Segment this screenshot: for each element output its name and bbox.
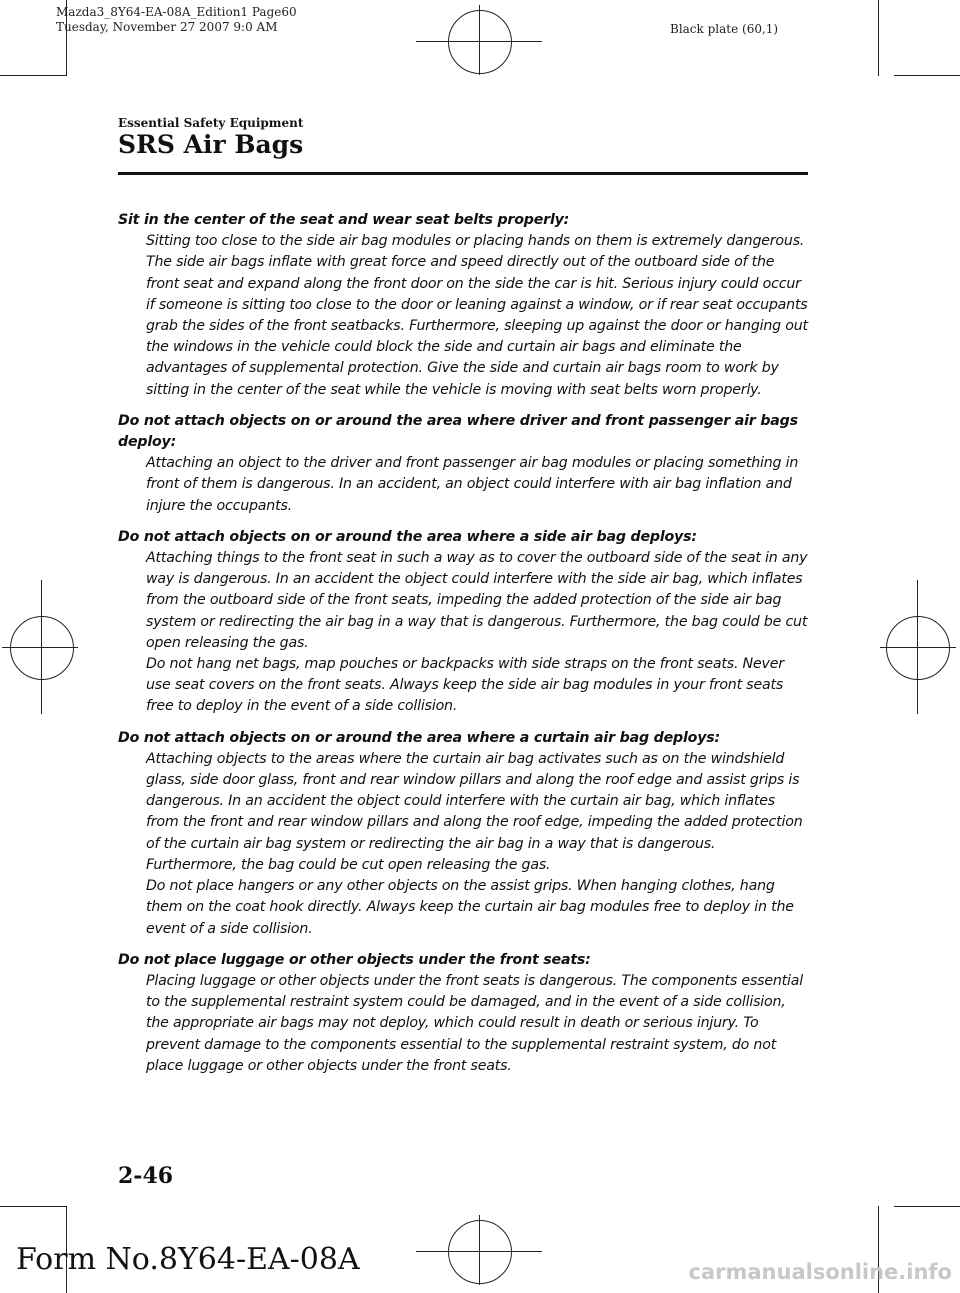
plate-label: Black plate (60,1) [670, 22, 779, 36]
registration-line [479, 1215, 480, 1285]
warning-item [118, 527, 808, 718]
warning-body [118, 749, 808, 940]
registration-line [917, 580, 918, 714]
warning-heading: Do not attach objects on or around the area where a side air bag deploys: [118, 528, 697, 545]
warning-paragraph: Do not hang net bags, map pouches or backpacks with side straps on the front seats. Never use seat covers on the front seats. Always keep the side air bag modules in your front seats free to deploy in the event of a side collision. [146, 656, 784, 715]
warning-body [118, 548, 808, 718]
registration-line [880, 647, 956, 648]
warning-paragraph: Attaching an object to the driver and front passenger air bag modules or placing something in front of them is dangerous. In an accident, an object could interfere with air bag inflation and injure the occupants. [146, 455, 799, 514]
warning-heading: Do not attach objects on or around the area where driver and front passenger air bags deploy: [118, 412, 798, 451]
registration-mark-right [886, 616, 950, 680]
crop-mark [894, 1206, 960, 1207]
title-rule [118, 172, 808, 175]
warning-body [118, 971, 808, 1077]
registration-mark-left [10, 616, 74, 680]
registration-line [479, 5, 480, 75]
crop-mark [894, 75, 960, 76]
registration-line [2, 647, 78, 648]
page-number: 2-46 [118, 1163, 174, 1189]
form-number: Form No.8Y64-EA-08A [16, 1242, 360, 1277]
warning-heading: Do not attach objects on or around the area where a curtain air bag deploys: [118, 729, 720, 746]
registration-mark-bottom [448, 1220, 512, 1284]
warning-paragraph: Attaching things to the front seat in such a way as to cover the outboard side of the seat in any way is dangerous. In an accident the object could interfere with the side air bag, which inflates from the outboard side of the front seats, impeding the added protection of the side air bag system or redirecting the air bag in a way that is dangerous. Furthermore, the bag could be cut open releasing the gas. [146, 550, 808, 651]
warning-paragraph: Do not place hangers or any other objects on the assist grips. When hanging clothes, hang them on the coat hook directly. Always keep the curtain air bag modules free to deploy in the event of a side collision. [146, 878, 794, 937]
warning-body [118, 453, 808, 517]
warning-item [118, 210, 808, 401]
warning-body [118, 231, 808, 401]
watermark: carmanualsonline.info [688, 1260, 952, 1284]
section-label: Essential Safety Equipment [118, 116, 304, 130]
print-meta [56, 5, 297, 35]
warning-item [118, 950, 808, 1077]
warning-item [118, 411, 808, 517]
print-meta-line2: Tuesday, November 27 2007 9:0 AM [56, 20, 278, 34]
warning-item [118, 728, 808, 940]
crop-mark [878, 0, 879, 76]
page-title: SRS Air Bags [118, 130, 304, 159]
warning-list [118, 210, 808, 1087]
warning-heading: Do not place luggage or other objects under the front seats: [118, 951, 591, 968]
crop-mark [0, 75, 66, 76]
warning-paragraph: Placing luggage or other objects under the front seats is dangerous. The components essential to the supplemental restraint system could be damaged, and in the event of a side collision, the appropriate air bags may not deploy, which could result in death or serious injury. To prevent damage to the components essential to the supplemental restraint system, do not place luggage or other objects under the front seats. [146, 972, 803, 1074]
print-meta-line1: Mazda3_8Y64-EA-08A_Edition1 Page60 [56, 5, 297, 19]
crop-mark [0, 1206, 66, 1207]
registration-line [41, 580, 42, 714]
warning-paragraph: Sitting too close to the side air bag modules or placing hands on them is extremely dangerous. The side air bags inflate with great force and speed directly out of the outboard side of the front seat and expand along the front door on the side the car is hit. Serious injury could occur if someone is sitting too close to the door or leaning against a window, or if rear seat occupants grab the sides of the front seatbacks. Furthermore, sleeping up against the door or hanging out the windows in the vehicle could block the side and curtain air bags and eliminate the advantages of supplemental protection. Give the side and curtain air bags room to work by sitting in the center of the seat while the vehicle is moving with seat belts worn properly. [146, 233, 808, 398]
warning-paragraph: Attaching objects to the areas where the curtain air bag activates such as on the windshield glass, side door glass, front and rear window pillars and along the roof edge and assist grips is dangerous. In an accident the object could interfere with the curtain air bag, which inflates from the front and rear window pillars and along the roof edge, impeding the added protection of the curtain air bag system or redirecting the air bag in a way that is dangerous. Furthermore, the bag could be cut open releasing the gas. [146, 750, 803, 873]
warning-heading: Sit in the center of the seat and wear seat belts properly: [118, 212, 570, 228]
registration-mark-top [448, 10, 512, 74]
